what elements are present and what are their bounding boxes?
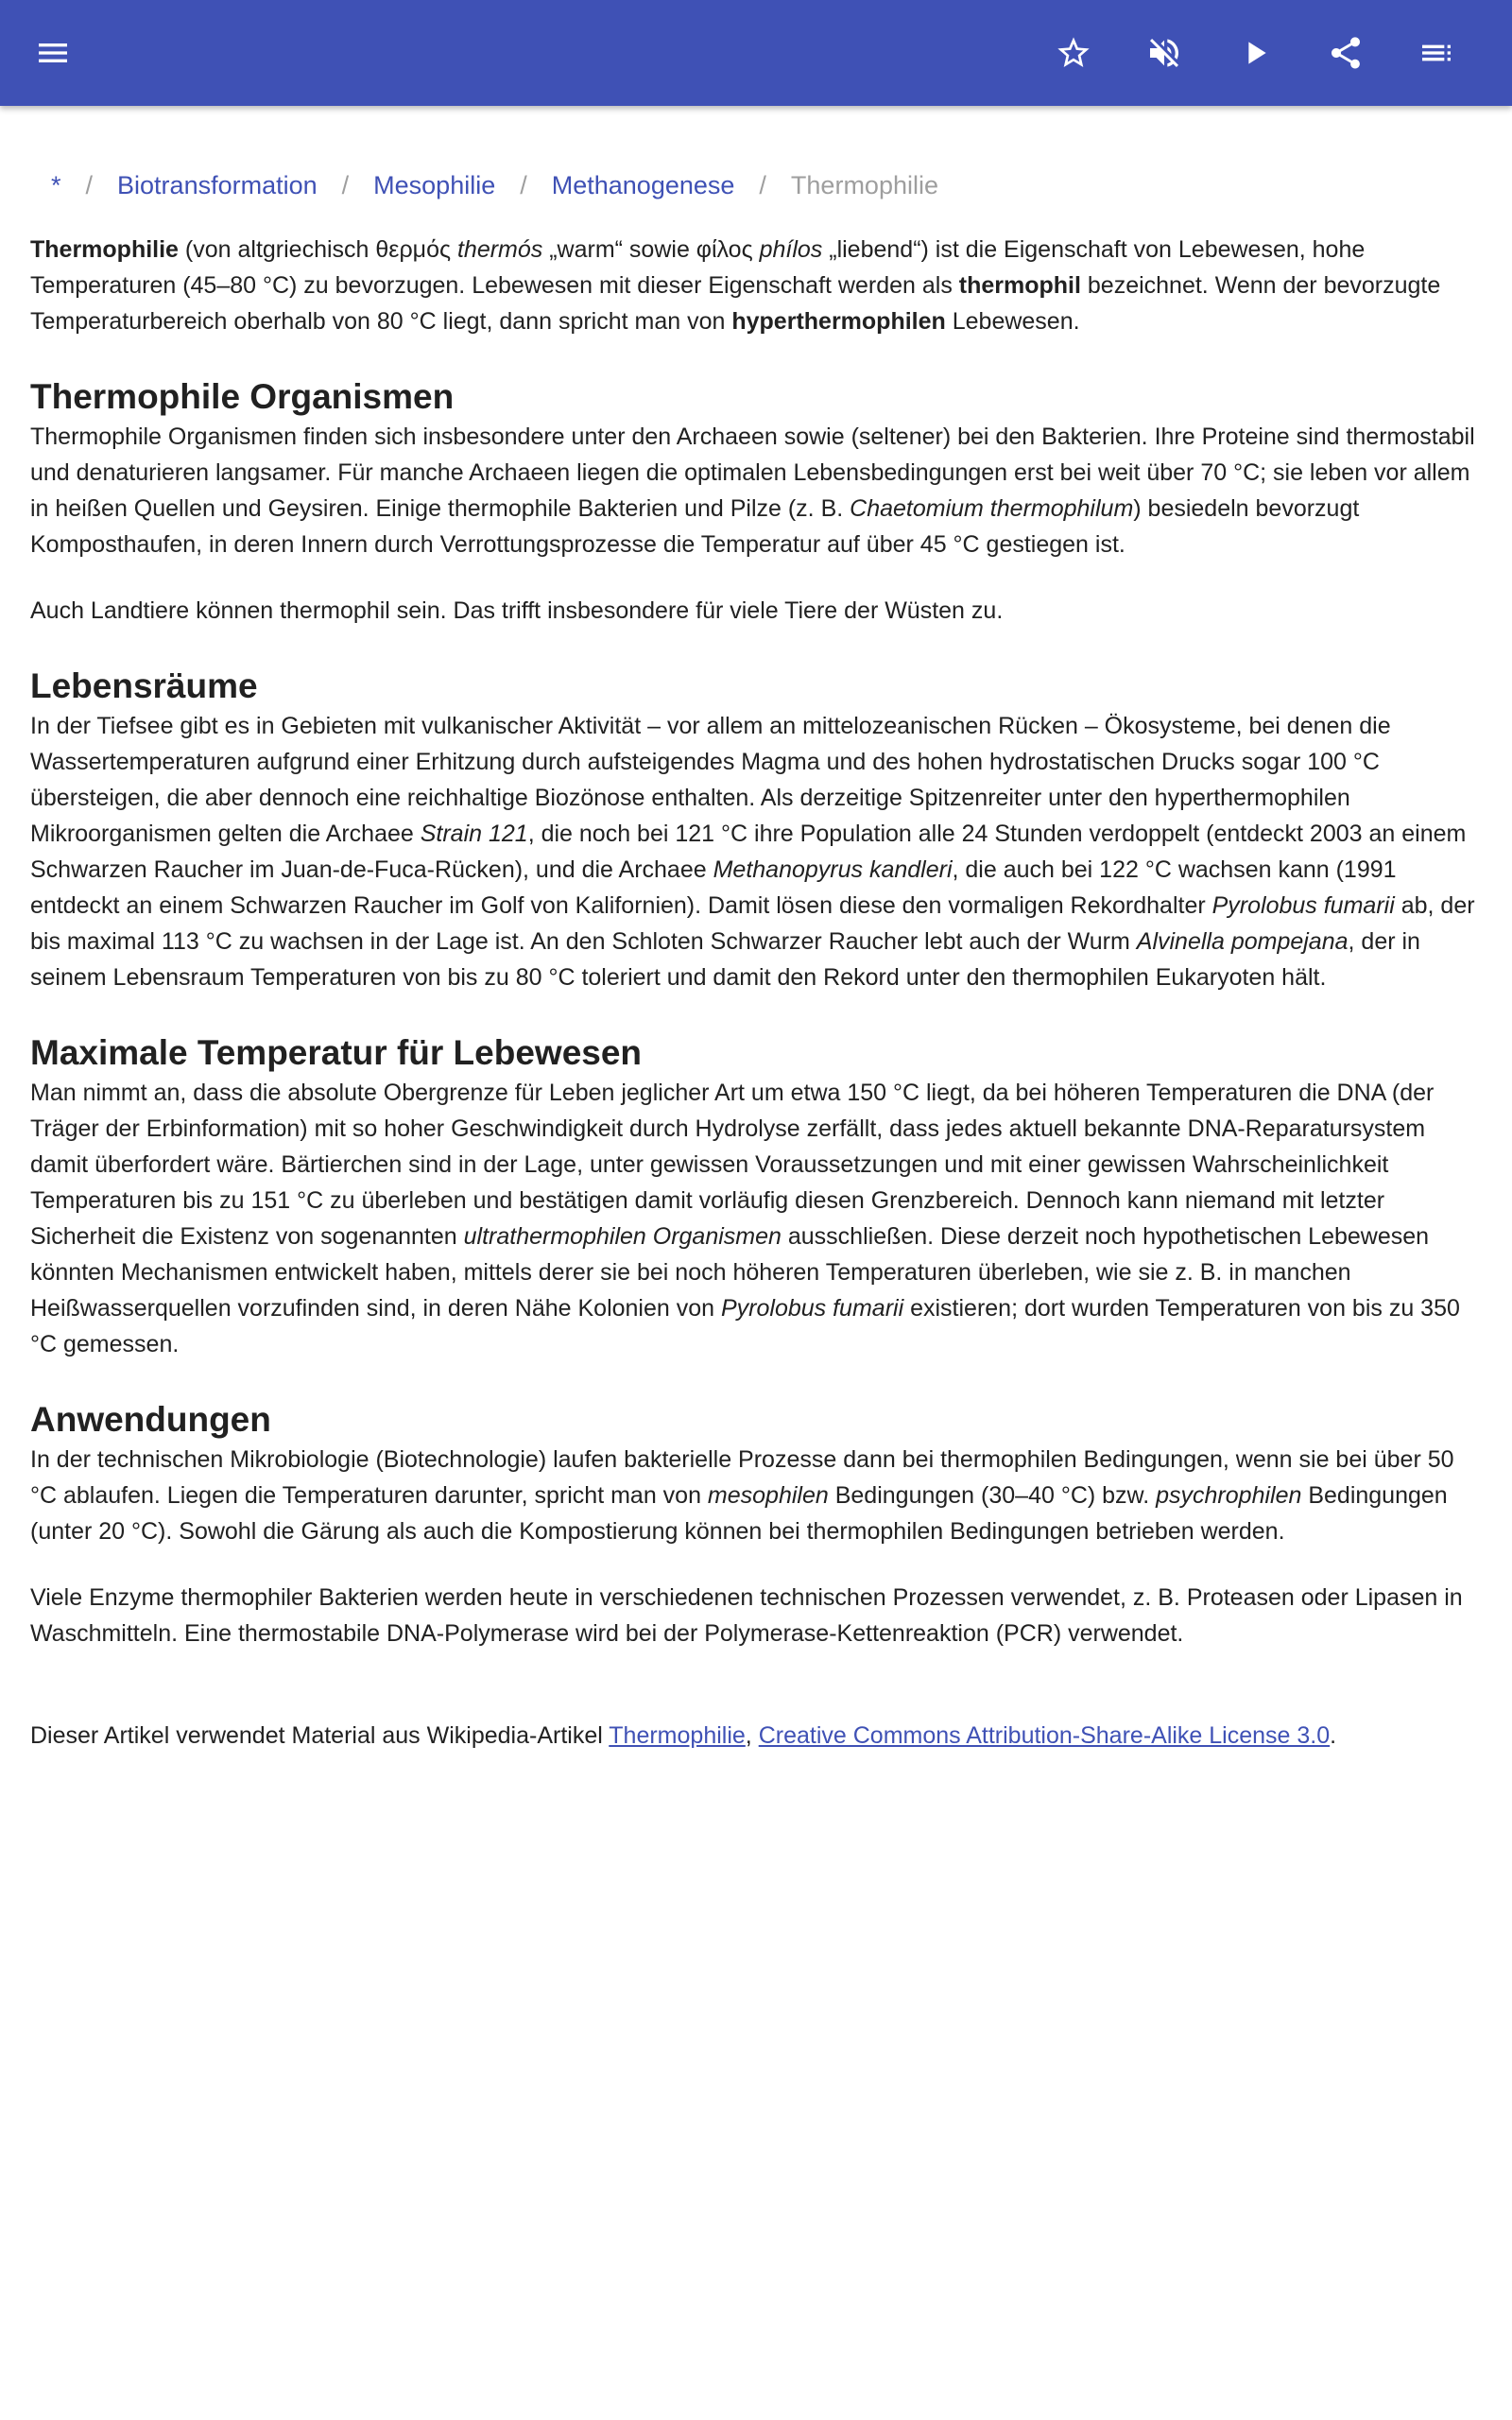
text: , xyxy=(745,1722,759,1749)
section-heading: Maximale Temperatur für Lebewesen xyxy=(30,1033,643,1072)
term-bold: thermophil xyxy=(958,272,1081,299)
star-outline-icon xyxy=(1055,34,1092,72)
text: Bedingungen (unter 20 °C). Sowohl die Gärung als auch die Kompostierung können bei thermophilen Bedingungen betrieben werden. xyxy=(30,1482,1448,1545)
intro-paragraph xyxy=(30,232,1482,339)
text: , die auch bei 122 °C wachsen kann (1991 entdeckt an einem Schwarzen Raucher im Golf von Kalifornien). Damit lösen diese den vormaligen Rekordhalter xyxy=(30,856,1397,919)
breadcrumb-item-biotransformation[interactable]: Biotransformation xyxy=(117,171,318,199)
section-maximale-temperatur xyxy=(30,1031,1482,1362)
article-content xyxy=(0,106,1512,1754)
term-italic: Alvinella pompejana xyxy=(1136,928,1349,955)
section-paragraph: Viele Enzyme thermophiler Bakterien werden heute in verschiedenen technischen Prozessen verwendet, z. B. Proteasen oder Lipasen in Waschmitteln. Eine thermostabile DNA-Polymerase wird bei der Polymerase-Kettenreaktion (PCR) verwendet. xyxy=(30,1584,1463,1647)
text: Bedingungen (30–40 °C) bzw. xyxy=(828,1482,1157,1509)
term-italic: Pyrolobus fumarii xyxy=(721,1295,904,1322)
text: Dieser Artikel verwendet Material aus Wikipedia-Artikel xyxy=(30,1722,610,1749)
breadcrumb-item-mesophilie[interactable]: Mesophilie xyxy=(373,171,496,199)
contents-button[interactable] xyxy=(1408,25,1465,81)
breadcrumb-separator: / xyxy=(520,171,527,199)
breadcrumb-current: Thermophilie xyxy=(790,171,938,199)
section-paragraph xyxy=(30,419,1482,562)
list-icon xyxy=(1418,34,1455,72)
text: In der Tiefsee gibt es in Gebieten mit vulkanischer Aktivität – vor allem an mittelozeanischen Rücken – Ökosysteme, bei denen die Wassertemperaturen aufgrund einer Erhitzung durch aufsteigendes Magma und des hohen hydrostatischen Drucks sogar 100 °C übersteigen, die aber dennoch eine reichhaltige Biozönose enthalten. Als derzeitige Spitzenreiter unter den hyperthermophilen Mikroorganismen gelten die Archaee xyxy=(30,713,1391,847)
section-anwendungen xyxy=(30,1398,1482,1651)
term-italic: Strain 121 xyxy=(420,821,528,847)
text: Thermophile Organismen finden sich insbesondere unter den Archaeen sowie (seltener) bei den Bakterien. Ihre Proteine sind thermostabil und denaturieren langsamer. Für manche Archaeen liegen die optimalen Lebensbedingungen erst bei weit über 70 °C; sie leben vor allem in heißen Quellen und Geysiren. Einige thermophile Bakterien und Pilze (z. B. xyxy=(30,424,1475,522)
section-paragraph xyxy=(30,1442,1482,1549)
term-bold: Thermophilie xyxy=(30,236,179,263)
text: ) besiedeln bevorzugt Komposthaufen, in deren Innern durch Verrottungsprozesse die Temperatur auf über 45 °C gestiegen ist. xyxy=(30,495,1360,558)
text: . xyxy=(1330,1722,1337,1749)
text: Lebewesen. xyxy=(945,308,1080,335)
volume-off-icon xyxy=(1145,34,1183,72)
text: Man nimmt an, dass die absolute Obergrenze für Leben jeglicher Art um etwa 150 °C liegt, da bei höheren Temperaturen die DNA (der Träger der Erbinformation) mit so hoher Geschwindigkeit durch Hydrolyse zerfällt, dass jedes aktuell bekannte DNA-Reparatursystem damit überfordert wäre. Bärtierchen sind in der Lage, unter gewissen Voraussetzungen und mit einer gewissen Wahrscheinlichkeit Temperaturen bis zu 151 °C zu überleben und bestätigen damit vorläufig diesen Grenzbereich. Dennoch kann niemand mit letzter Sicherheit die Existenz von sogenannten xyxy=(30,1080,1435,1250)
license-link[interactable]: Creative Commons Attribution-Share-Alike License 3.0 xyxy=(758,1722,1331,1749)
text: In der technischen Mikrobiologie (Biotechnologie) laufen bakterielle Prozesse dann bei thermophilen Bedingungen, wenn sie bei über 50 °C ablaufen. Liegen die Temperaturen darunter, spricht man von xyxy=(30,1446,1454,1509)
term-italic: Chaetomium thermophilum xyxy=(850,495,1134,522)
breadcrumb-separator: / xyxy=(85,171,94,199)
wikipedia-article-link[interactable]: Thermophilie xyxy=(609,1722,746,1749)
breadcrumb xyxy=(30,166,1482,204)
text: bezeichnet. Wenn der bevorzugte Temperaturbereich oberhalb von 80 °C liegt, dann spricht man von xyxy=(30,272,1441,335)
breadcrumb-separator: / xyxy=(759,171,766,199)
app-bar xyxy=(0,0,1512,106)
menu-button[interactable] xyxy=(25,25,81,81)
term-italic: Pyrolobus fumarii xyxy=(1211,892,1395,919)
breadcrumb-item-methanogenese[interactable]: Methanogenese xyxy=(551,171,735,199)
section-heading: Thermophile Organismen xyxy=(30,377,455,416)
hamburger-menu-icon xyxy=(34,34,72,72)
term-italic: psychrophilen xyxy=(1156,1482,1302,1509)
section-paragraph xyxy=(30,1075,1482,1362)
play-button[interactable] xyxy=(1227,25,1283,81)
share-icon xyxy=(1327,34,1365,72)
section-paragraph: Auch Landtiere können thermophil sein. Das trifft insbesondere für viele Tiere der Wüsten zu. xyxy=(30,597,1004,624)
term-italic: mesophilen xyxy=(707,1482,829,1509)
mute-button[interactable] xyxy=(1136,25,1193,81)
section-thermophile-organismen xyxy=(30,375,1482,629)
section-lebensraeume xyxy=(30,665,1482,995)
breadcrumb-item-root[interactable]: * xyxy=(51,171,61,199)
term-italic: ultrathermophilen Organismen xyxy=(463,1223,782,1250)
section-paragraph xyxy=(30,708,1482,995)
text: ab, der bis maximal 113 °C zu wachsen in der Lage ist. An den Schloten Schwarzer Raucher lebt auch der Wurm xyxy=(30,892,1475,955)
text: , die noch bei 121 °C ihre Population alle 24 Stunden verdoppelt (entdeckt 2003 an einem Schwarzen Raucher im Juan-de-Fuca-Rücken), und die Archaee xyxy=(30,821,1467,883)
text: (von altgriechisch θερμός xyxy=(178,236,457,263)
term-italic: thermós xyxy=(456,236,543,263)
text: „liebend“) ist die Eigenschaft von Lebewesen, hohe Temperaturen (45–80 °C) zu bevorzugen. Lebewesen mit dieser Eigenschaft werden als xyxy=(30,236,1366,299)
text: „warm“ sowie φίλος xyxy=(542,236,760,263)
term-italic: phílos xyxy=(759,236,823,263)
section-heading: Anwendungen xyxy=(30,1400,271,1439)
text: , der in seinem Lebensraum Temperaturen von bis zu 80 °C toleriert und damit den Rekord unter den thermophilen Eukaryoten hält. xyxy=(30,928,1420,991)
attribution xyxy=(30,1718,1482,1754)
text: existieren; dort wurden Temperaturen von bis zu 350 °C gemessen. xyxy=(30,1295,1460,1357)
text: ausschließen. Diese derzeit noch hypothetischen Lebewesen könnten Mechanismen entwickelt haben, mittels derer sie bei noch höheren Temperaturen überleben, wie sie z. B. in manchen Heißwasserquellen vorzufinden sind, in deren Nähe Kolonien von xyxy=(30,1223,1430,1322)
section-heading: Lebensräume xyxy=(30,666,258,705)
term-bold: hyperthermophilen xyxy=(731,308,946,335)
bookmark-button[interactable] xyxy=(1045,25,1102,81)
play-icon xyxy=(1236,34,1274,72)
breadcrumb-separator: / xyxy=(341,171,350,199)
share-button[interactable] xyxy=(1317,25,1374,81)
term-italic: Methanopyrus kandleri xyxy=(713,856,953,883)
